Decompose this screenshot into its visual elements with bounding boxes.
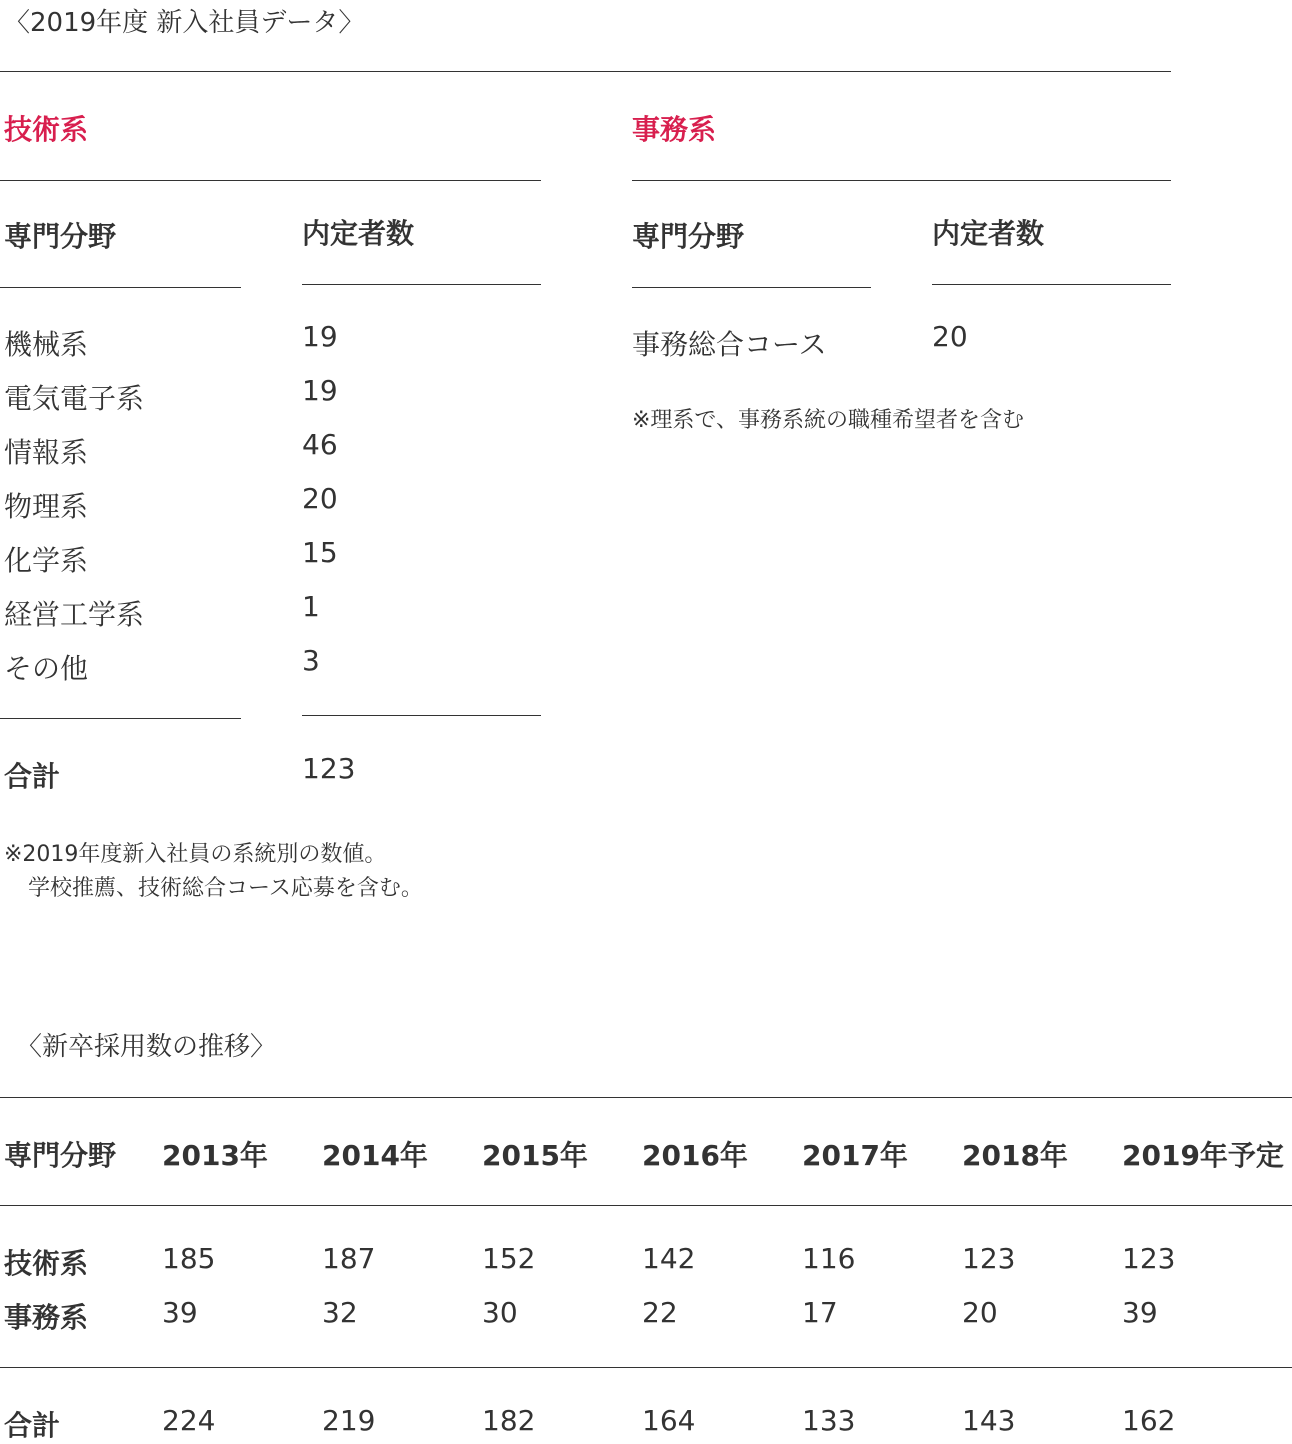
trend-total-cell: 219 — [322, 1404, 376, 1437]
trend-header-year: 2019年予定 — [1122, 1139, 1284, 1172]
trend-cell: 185 — [162, 1242, 216, 1275]
divider — [932, 284, 1171, 285]
tech-col-header-field: 専門分野 — [4, 220, 117, 253]
divider — [0, 1367, 1292, 1368]
trend-cell: 30 — [482, 1296, 518, 1329]
trend-header-year: 2014年 — [322, 1139, 428, 1172]
tech-row-count: 19 — [302, 320, 338, 353]
office-row-count: 20 — [932, 320, 968, 353]
divider — [0, 71, 1171, 72]
divider — [0, 1097, 1292, 1098]
trend-cell: 17 — [802, 1296, 838, 1329]
divider — [632, 180, 1171, 181]
tech-row-field: 経営工学系 — [4, 598, 145, 631]
divider — [0, 287, 241, 288]
trend-cell: 32 — [322, 1296, 358, 1329]
trend-total-label: 合計 — [4, 1409, 61, 1442]
tech-section-title: 技術系 — [4, 113, 89, 146]
trend-total-cell: 182 — [482, 1404, 536, 1437]
trend-total-cell: 224 — [162, 1404, 216, 1437]
trend-header-field: 専門分野 — [4, 1139, 117, 1172]
tech-row-count: 15 — [302, 536, 338, 569]
trend-row-label: 事務系 — [4, 1301, 89, 1334]
tech-row-count: 3 — [302, 644, 320, 677]
tech-row-count: 1 — [302, 590, 320, 623]
office-row-field: 事務総合コース — [632, 328, 827, 361]
divider — [302, 715, 541, 716]
divider — [0, 180, 541, 181]
office-col-header-count: 内定者数 — [932, 217, 1045, 250]
tech-row-field: 情報系 — [4, 436, 89, 469]
trend-cell: 116 — [802, 1242, 856, 1275]
trend-row-label: 技術系 — [4, 1247, 89, 1280]
tech-total-value: 123 — [302, 752, 356, 785]
tech-row-field: その他 — [4, 652, 89, 685]
trend-cell: 39 — [162, 1296, 198, 1329]
section-caption-hiring-trend: 〈新卒採用数の推移〉 — [16, 1032, 277, 1062]
trend-cell: 152 — [482, 1242, 536, 1275]
trend-header-year: 2013年 — [162, 1139, 268, 1172]
trend-cell: 123 — [962, 1242, 1016, 1275]
office-note: ※理系で、事務系統の職種希望者を含む — [632, 408, 1024, 433]
trend-cell: 142 — [642, 1242, 696, 1275]
trend-cell: 39 — [1122, 1296, 1158, 1329]
tech-total-label: 合計 — [4, 760, 61, 793]
tech-row-field: 物理系 — [4, 490, 89, 523]
divider — [0, 718, 241, 719]
trend-header-year: 2018年 — [962, 1139, 1068, 1172]
tech-row-count: 19 — [302, 374, 338, 407]
trend-header-year: 2017年 — [802, 1139, 908, 1172]
trend-total-cell: 133 — [802, 1404, 856, 1437]
office-col-header-field: 専門分野 — [632, 220, 745, 253]
divider — [302, 284, 541, 285]
trend-total-cell: 143 — [962, 1404, 1016, 1437]
tech-note-line1: ※2019年度新入社員の系統別の数値。 — [4, 842, 387, 867]
trend-header-year: 2015年 — [482, 1139, 588, 1172]
trend-total-cell: 162 — [1122, 1404, 1176, 1437]
section-caption-new-employees: 〈2019年度 新入社員データ〉 — [4, 8, 365, 38]
divider — [632, 287, 871, 288]
trend-total-cell: 164 — [642, 1404, 696, 1437]
tech-row-field: 電気電子系 — [4, 382, 145, 415]
tech-row-field: 機械系 — [4, 328, 89, 361]
tech-row-count: 46 — [302, 428, 338, 461]
tech-row-field: 化学系 — [4, 544, 89, 577]
trend-cell: 123 — [1122, 1242, 1176, 1275]
tech-note-line2: 学校推薦、技術総合コース応募を含む。 — [28, 876, 423, 901]
tech-row-count: 20 — [302, 482, 338, 515]
trend-cell: 187 — [322, 1242, 376, 1275]
divider — [0, 1205, 1292, 1206]
trend-cell: 22 — [642, 1296, 678, 1329]
trend-cell: 20 — [962, 1296, 998, 1329]
office-section-title: 事務系 — [632, 113, 717, 146]
tech-col-header-count: 内定者数 — [302, 217, 415, 250]
trend-header-year: 2016年 — [642, 1139, 748, 1172]
